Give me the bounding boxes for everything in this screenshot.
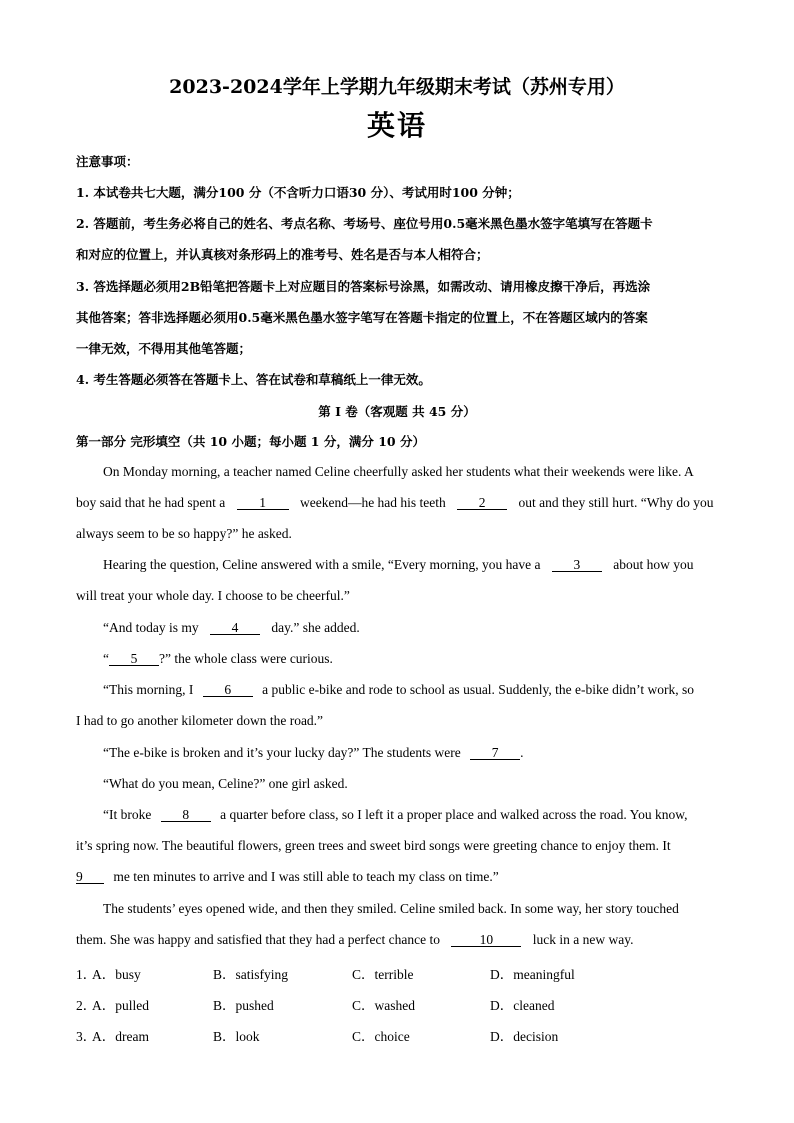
note-line-2a: 2. 答题前，考生务必将自己的姓名、考点名称、考场号、座位号用0.5毫米黑色墨水签字笔填写在答题卡 <box>76 216 653 231</box>
passage-text: a quarter before class, so I left it a proper place and walked across the road. You know, <box>220 807 688 822</box>
passage-line <box>103 807 745 823</box>
question-number: 1． <box>76 967 97 982</box>
blank-5: 5 <box>109 653 159 666</box>
passage-line <box>76 495 718 511</box>
passage-text: them. She was happy and satisfied that they had a perfect chance to <box>76 932 440 947</box>
passage-text: out and they still hurt. “Why do you <box>518 495 714 510</box>
exam-title: 2023-2024学年上学期九年级期末考试（苏州专用） <box>169 76 625 98</box>
blank-1: 1 <box>237 497 289 510</box>
blank-4: 4 <box>210 622 260 635</box>
part-title: 第一部分 完形填空（共 10 小题；每小题 1 分，满分 10 分） <box>76 434 425 449</box>
passage-line: will treat your whole day. I choose to be cheerful.” <box>76 588 350 603</box>
passage-text: “ <box>103 651 109 666</box>
note-line-2b: 和对应的位置上，并认真核对条形码上的准考号、姓名是否与本人相符合； <box>76 247 489 262</box>
blank-10: 10 <box>451 934 521 947</box>
passage-text: boy said that he had spent a <box>76 495 226 510</box>
passage-text: me ten minutes to arrive and I was still able to teach my class on time.” <box>113 869 499 884</box>
option-d: D．decision <box>490 1029 559 1044</box>
passage-line: it’s spring now. The beautiful flowers, green trees and sweet bird songs were greeting chance to enjoy them. It <box>76 838 671 853</box>
passage-text: a public e-bike and rode to school as usual. Suddenly, the e-bike didn’t work, so <box>262 682 695 697</box>
option-a: A．pulled <box>92 998 149 1013</box>
note-line-3c: 一律无效，不得用其他笔答题； <box>76 341 252 356</box>
passage-line: The students’ eyes opened wide, and then they smiled. Celine smiled back. In some way, her story touched <box>103 901 679 916</box>
passage-line <box>103 651 745 667</box>
passage-text: Hearing the question, Celine answered with a smile, “Every morning, you have a <box>103 557 541 572</box>
option-a: A．dream <box>92 1029 149 1044</box>
section-title: 第 I 卷（客观题 共 45 分） <box>318 404 476 419</box>
passage-line: On Monday morning, a teacher named Celine cheerfully asked her students what their weekends were like. A <box>103 464 694 479</box>
note-line-1: 1. 本试卷共七大题，满分100 分（不含听力口语30 分）、考试用时100 分钟； <box>76 185 520 200</box>
option-c: C．terrible <box>352 967 414 982</box>
notes-heading: 注意事项： <box>76 154 139 169</box>
option-b: B．satisfying <box>213 967 289 982</box>
option-b: B．pushed <box>213 998 274 1013</box>
passage-text: day.” she added. <box>271 620 360 635</box>
question-number: 2． <box>76 998 97 1013</box>
blank-7: 7 <box>470 747 520 760</box>
passage-line: “What do you mean, Celine?” one girl asked. <box>103 776 348 791</box>
passage-line <box>76 869 718 885</box>
passage-text: luck in a new way. <box>532 932 634 947</box>
passage-text: about how you <box>613 557 694 572</box>
option-d: D．cleaned <box>490 998 555 1013</box>
blank-9: 9 <box>76 871 104 884</box>
passage-line <box>103 620 745 636</box>
blank-8: 8 <box>161 809 211 822</box>
question-number: 3． <box>76 1029 97 1044</box>
passage-line <box>76 932 718 948</box>
blank-3: 3 <box>552 559 602 572</box>
option-d: D．meaningful <box>490 967 575 982</box>
passage-text: “It broke <box>103 807 152 822</box>
note-line-3a: 3. 答选择题必须用2B铅笔把答题卡上对应题目的答案标号涂黑，如需改动、请用橡皮擦干净后，再选涂 <box>76 279 651 294</box>
passage-line: I had to go another kilometer down the road.” <box>76 713 324 728</box>
blank-2: 2 <box>457 497 507 510</box>
passage-line: always seem to be so happy?” he asked. <box>76 526 292 541</box>
subject-title: 英语 <box>366 109 427 142</box>
note-line-4: 4. 考生答题必须答在答题卡上、答在试卷和草稿纸上一律无效。 <box>76 372 431 387</box>
option-a: A．busy <box>92 967 141 982</box>
passage-text: “This morning, I <box>103 682 194 697</box>
blank-6: 6 <box>203 684 253 697</box>
passage-line <box>103 682 745 698</box>
passage-line <box>103 745 745 761</box>
passage-text: “The e-bike is broken and it’s your lucky day?” The students were <box>103 745 461 760</box>
option-c: C．choice <box>352 1029 410 1044</box>
passage-line <box>103 557 745 573</box>
passage-text: weekend—he had his teeth <box>299 495 446 510</box>
note-line-3b: 其他答案；答非选择题必须用0.5毫米黑色墨水签字笔写在答题卡指定的位置上，不在答题区域内的答案 <box>76 310 648 325</box>
passage-text: “And today is my <box>103 620 199 635</box>
passage-text: ?” the whole class were curious. <box>159 651 333 666</box>
option-b: B．look <box>213 1029 260 1044</box>
passage-text: . <box>520 745 524 760</box>
option-c: C．washed <box>352 998 415 1013</box>
